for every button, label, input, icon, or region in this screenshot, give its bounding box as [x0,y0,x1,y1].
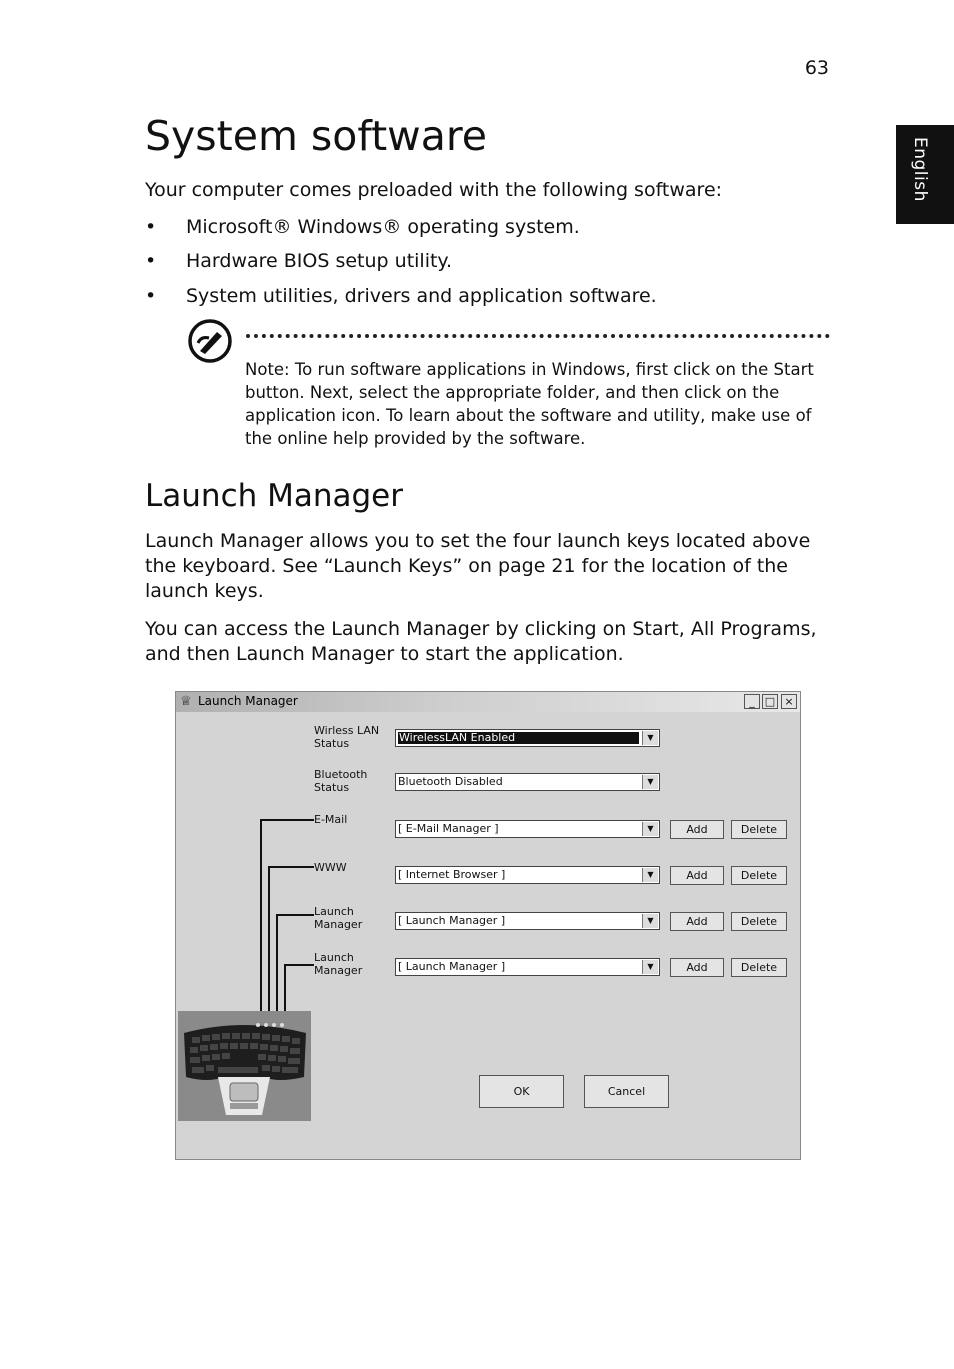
connector-line [268,866,314,868]
chevron-down-icon[interactable]: ▼ [642,914,658,928]
bluetooth-label: Bluetooth Status [314,768,368,794]
launch-key-4-label: Launch Manager [314,951,363,977]
cancel-button[interactable]: Cancel [584,1075,669,1108]
language-tab-label: English [910,137,930,202]
wireless-lan-select[interactable]: WirelessLAN Enabled ▼ [395,729,660,747]
www-select[interactable]: [ Internet Browser ] ▼ [395,866,660,884]
launch-key-3-label: Launch Manager [314,905,363,931]
connector-line [260,819,262,1022]
app-icon: ♕ [180,694,192,709]
www-add-button[interactable]: Add [670,866,724,885]
paragraph: Launch Manager allows you to set the four launch keys located above the keyboard. See “Launch Keys” on page 21 for the location of the launch keys. [145,530,811,602]
email-select[interactable]: [ E-Mail Manager ] ▼ [395,820,660,838]
language-tab [896,125,954,224]
ok-button[interactable]: OK [479,1075,564,1108]
note-icon [187,318,233,364]
email-label: E-Mail [314,813,348,826]
launch-key-3-add-button[interactable]: Add [670,912,724,931]
email-delete-button[interactable]: Delete [731,820,787,839]
chevron-down-icon[interactable]: ▼ [642,731,658,745]
www-delete-button[interactable]: Delete [731,866,787,885]
chevron-down-icon[interactable]: ▼ [642,822,658,836]
email-add-button[interactable]: Add [670,820,724,839]
launch-manager-window [175,691,801,1160]
note-text: Note: To run software applications in Windows, first click on the Start button. Next, select the appropriate folder, and then click on the application icon. To learn about the software and utility, make use of the online help provided by the software. [245,360,814,448]
connector-line [284,964,314,966]
window-title: Launch Manager [198,694,298,708]
launch-key-3-select[interactable]: [ Launch Manager ] ▼ [395,912,660,930]
chevron-down-icon[interactable]: ▼ [642,775,658,789]
window-titlebar[interactable] [176,692,800,712]
connector-line [276,914,278,1022]
launch-key-4-delete-button[interactable]: Delete [731,958,787,977]
chevron-down-icon[interactable]: ▼ [642,868,658,882]
keyboard-image [178,1011,311,1121]
wireless-lan-label: Wirless LAN Status [314,724,380,750]
intro-text: Your computer comes preloaded with the following software: [145,179,723,201]
page-title: System software [145,112,487,160]
launch-key-3-delete-button[interactable]: Delete [731,912,787,931]
launch-key-4-add-button[interactable]: Add [670,958,724,977]
page-number: 63 [804,57,829,79]
connector-line [276,914,314,916]
bluetooth-select[interactable]: Bluetooth Disabled ▼ [395,773,660,791]
launch-key-4-select[interactable]: [ Launch Manager ] ▼ [395,958,660,976]
section-title: Launch Manager [145,478,403,514]
www-label: WWW [314,861,347,874]
note-divider [246,334,830,338]
connector-line [260,819,314,821]
chevron-down-icon[interactable]: ▼ [642,960,658,974]
close-button[interactable]: × [781,694,797,709]
minimize-button[interactable]: _ [744,694,760,709]
paragraph: You can access the Launch Manager by clicking on Start, All Programs, and then Launch Manager to start the application. [145,618,817,665]
connector-line [268,866,270,1022]
maximize-button[interactable]: □ [762,694,778,709]
